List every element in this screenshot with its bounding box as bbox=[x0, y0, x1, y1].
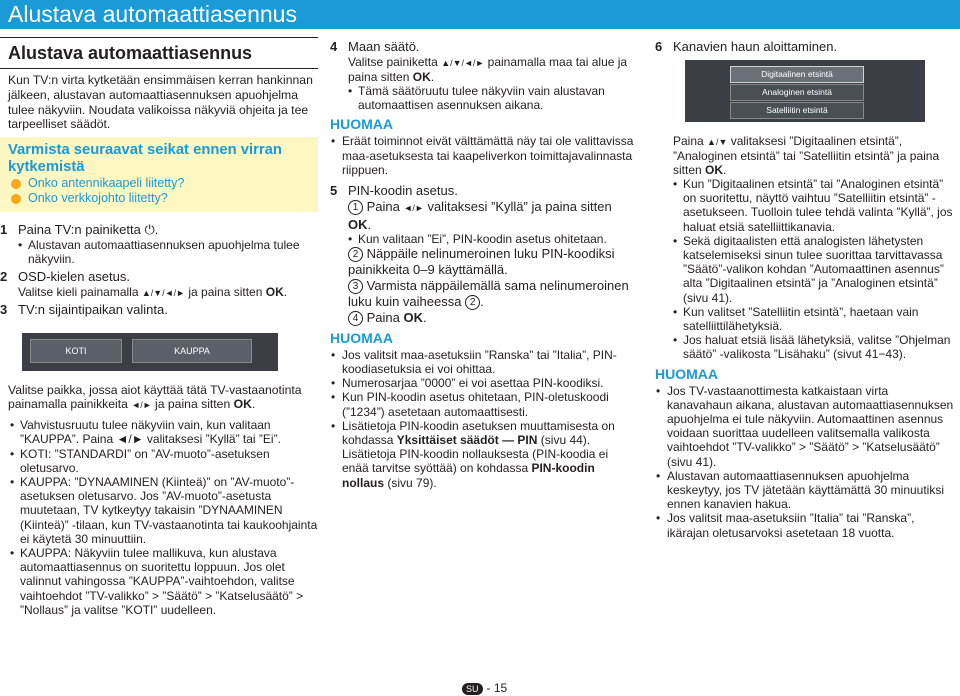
step-3: 3 TV:n sijaintipaikan valinta. bbox=[0, 301, 168, 317]
arrows-icon: ▲/▼ bbox=[707, 137, 728, 147]
note-item: • Lisätietoja PIN-koodin asetuksen muuttamisesta on kohdassa Yksittäiset säädöt — PIN (sivu 44). Lisätietoja PIN-koodin nollauksesta (PIN-koodia ei enää tarvitse syöttää) on kohdassa PIN-koodin nollaus (sivu 79). bbox=[331, 418, 615, 490]
check-item: Onko antennikaapeli liitetty? bbox=[8, 176, 314, 191]
note-item: • Kun PIN-koodin asetus ohitetaan, PIN-oletuskoodi (”1234”) asetetaan automaattisesti. bbox=[331, 390, 609, 419]
search-menu bbox=[685, 60, 925, 122]
note-item: • Jos valitsit maa-asetuksiin ”Ranska” tai ”Italia”, PIN-koodiasetuksia ei voi ohittaa. bbox=[331, 347, 617, 376]
step-5: 5 PIN-koodin asetus. bbox=[330, 183, 458, 199]
koti-option[interactable]: KOTI bbox=[30, 339, 122, 363]
step-4-bullet: • Tämä säätöruutu tulee näkyviin vain alustavan automaattisen asennuksen aikana. bbox=[348, 84, 605, 113]
bullet-dot-icon bbox=[11, 194, 21, 204]
arrows-icon: ◄/► bbox=[131, 400, 152, 411]
arrows-icon: ▲/▼/◄/► bbox=[141, 287, 185, 298]
header-bar bbox=[0, 0, 960, 29]
page-footer bbox=[462, 681, 507, 695]
power-icon: ⏻ bbox=[144, 222, 155, 238]
step-6-instr: Paina ▲/▼ valitaksesi ”Digitaalinen etsintä”, ”Analoginen etsintä” tai ”Satelliitin etsintä” ja paina sitten OK. bbox=[673, 134, 940, 177]
page-title: Alustava automaattiasennus bbox=[8, 1, 297, 27]
menu-digital-search[interactable]: Digitaalinen etsintä bbox=[730, 66, 864, 83]
note-heading: HUOMAA bbox=[330, 116, 393, 133]
pin-step: 2 Näppäile nelinumeroinen luku PIN-koodiksi painikkeita 0–9 käyttämällä. bbox=[348, 246, 615, 278]
step-1: 1 Paina TV:n painiketta ⏻. bbox=[0, 222, 159, 238]
step-2: 2 OSD-kielen asetus. bbox=[0, 268, 130, 284]
menu-analog-search[interactable]: Analoginen etsintä bbox=[730, 84, 864, 101]
step-4-note: Valitse painiketta ▲/▼/◄/► painamalla maa tai alue ja paina sitten OK. bbox=[348, 55, 628, 84]
caution-box bbox=[0, 137, 318, 212]
language-badge: SU bbox=[462, 683, 483, 695]
note-heading: HUOMAA bbox=[330, 329, 393, 346]
note-item: • Jos TV-vastaanottimesta katkaistaan virta kanavahaun aikana, alustavan automaattiasennuksen apuohjelma ei tule näkyviin. Automaattinen asennus voidaan suorittaa uudelleen valitsemalla valikosta vaihtoehdot ”TV-valikko” > ”Säätö” > ”Katselusäätö” (sivu 41). bbox=[656, 383, 954, 469]
step-1-note: • Alustavan automaattiasennuksen apuohjelma tulee näkyviin. bbox=[18, 238, 300, 267]
step-6-bullet: • Sekä digitaalisten että analogisten lähetysten katselemiseksi sinun tulee suorittaa tarvittavassa ”Säätö”-valikon kohdan ”Automaattinen asennus” alta ”Digitaalinen etsintä” ja ”Analoginen etsintä” (sivu 41). bbox=[673, 233, 944, 305]
pin-step: 4 Paina OK. bbox=[330, 310, 636, 326]
pin-step: 3 Varmista näppäilemällä sama nelinumeroinen luku kuin vaiheessa 2 . bbox=[348, 277, 629, 309]
menu-satellite-search[interactable]: Satelliitin etsintä bbox=[730, 102, 864, 119]
note-item: • Alustavan automaattiasennuksen apuohjelma keskeytyy, jos TV jätetään käyttämättä 30 minuutiksi ennen kanavien hakua. bbox=[656, 468, 945, 512]
note-item: • Eräät toiminnot eivät välttämättä näy tai ole valittavissa maa-asetuksesta tai kaapeliverkon toimittajavalinnasta riippuen. bbox=[331, 134, 634, 177]
section-title: Alustava automaattiasennus bbox=[0, 37, 318, 69]
caution-title: Varmista seuraavat seikat ennen virran kytkemistä bbox=[8, 142, 282, 176]
location-note: • KAUPPA: ”DYNAAMINEN (Kiinteä)” on ”AV-muoto”-asetuksen oletusarvo. Jos ”AV-muoto”-asetusta muutetaan, TV kytkeytyy takaisin ”DYNAAMINEN (Kiinteä)” -tilaan, kun TV-vastaanotinta tai kaukoohjainta ei käytetä 30 minuuttiin. bbox=[10, 475, 318, 546]
step-6-bullet: • Kun ”Digitaalinen etsintä” tai ”Analoginen etsintä” on suoritettu, näyttö vaihtuu ”Satelliitin etsintä” -asetukseen. Tuolloin tulee tehdä valinta ”Kyllä”, jos haluat etsiä satelliittikanavia. bbox=[673, 177, 953, 234]
kauppa-option[interactable]: KAUPPA bbox=[132, 339, 252, 363]
step-2-note: Valitse kieli painamalla ▲/▼/◄/► ja paina sitten OK. bbox=[18, 284, 288, 299]
column-3 bbox=[655, 37, 955, 540]
step-6-bullet: • Jos haluat etsiä lisää lähetyksiä, valitse ”Ohjelman säätö” -valikosta ”Lisähaku” (sivut 41−43). bbox=[673, 333, 951, 362]
column-1 bbox=[0, 37, 318, 617]
intro-text: Kun TV:n virta kytketään ensimmäisen kerran hankinnan jälkeen, alustavan automaattiasennuksen apuohjelma tulee näkyviin. Noudata valikoissa näkyviä ohjeita ja tee tarpeelliset säädöt. bbox=[8, 73, 313, 132]
select-location-text: Valitse paikka, jossa aiot käyttää tätä TV-vastaanotinta painamalla painikkeita ◄/► ja paina sitten OK. bbox=[8, 382, 302, 412]
column-2 bbox=[330, 37, 636, 490]
step-4: 4 Maan säätö. bbox=[330, 39, 420, 54]
step-6-bullet: • Kun valitset ”Satelliitin etsintä”, haetaan vain satelliittilähetyksiä. bbox=[673, 304, 919, 334]
step-6: 6 Kanavien haun aloittaminen. bbox=[655, 39, 838, 54]
note-item: • Numerosarjaa ”0000” ei voi asettaa PIN-koodiksi. bbox=[331, 376, 604, 391]
pin-bullet: • Kun valitaan ”Ei”, PIN-koodin asetus ohitetaan. bbox=[348, 232, 607, 247]
note-heading: HUOMAA bbox=[655, 365, 718, 382]
location-note: • KAUPPA: Näkyviin tulee mallikuva, kun alustava automaattiasennus on suoritettu loppuun. Jos olet valinnut vahingossa ”KAUPPA”-vaihtoehdon, valitse vaihtoehdot ”TV-valikko” > ”Säätö” > ”Katselusäätö” > ”Nollaus” ja valitse ”KOTI” uudelleen. bbox=[10, 546, 304, 617]
pin-step: 1 Paina ◄/► valitaksesi ”Kyllä” ja paina sitten OK. bbox=[348, 199, 612, 232]
arrows-icon: ◄/► bbox=[403, 203, 424, 214]
location-note: • KOTI: ”STANDARDI” on ”AV-muoto”-asetuksen oletusarvo. bbox=[10, 446, 270, 475]
location-note: • Vahvistusruutu tulee näkyviin vain, kun valitaan ”KAUPPA”. Paina ◄/► valitaksesi ”Kyllä” tai ”Ei”. bbox=[10, 418, 281, 447]
arrows-icon: ▲/▼/◄/► bbox=[441, 58, 485, 68]
check-item: Onko verkkojohto liitetty? bbox=[8, 191, 314, 206]
note-item: • Jos valitsit maa-asetuksiin ”Italia” tai ”Ranska”, ikärajan oletusarvoksi asetetaan 18 vuotta. bbox=[656, 511, 915, 540]
page-number: - 15 bbox=[486, 681, 508, 695]
bullet-dot-icon bbox=[11, 179, 21, 189]
location-osd bbox=[22, 333, 278, 371]
